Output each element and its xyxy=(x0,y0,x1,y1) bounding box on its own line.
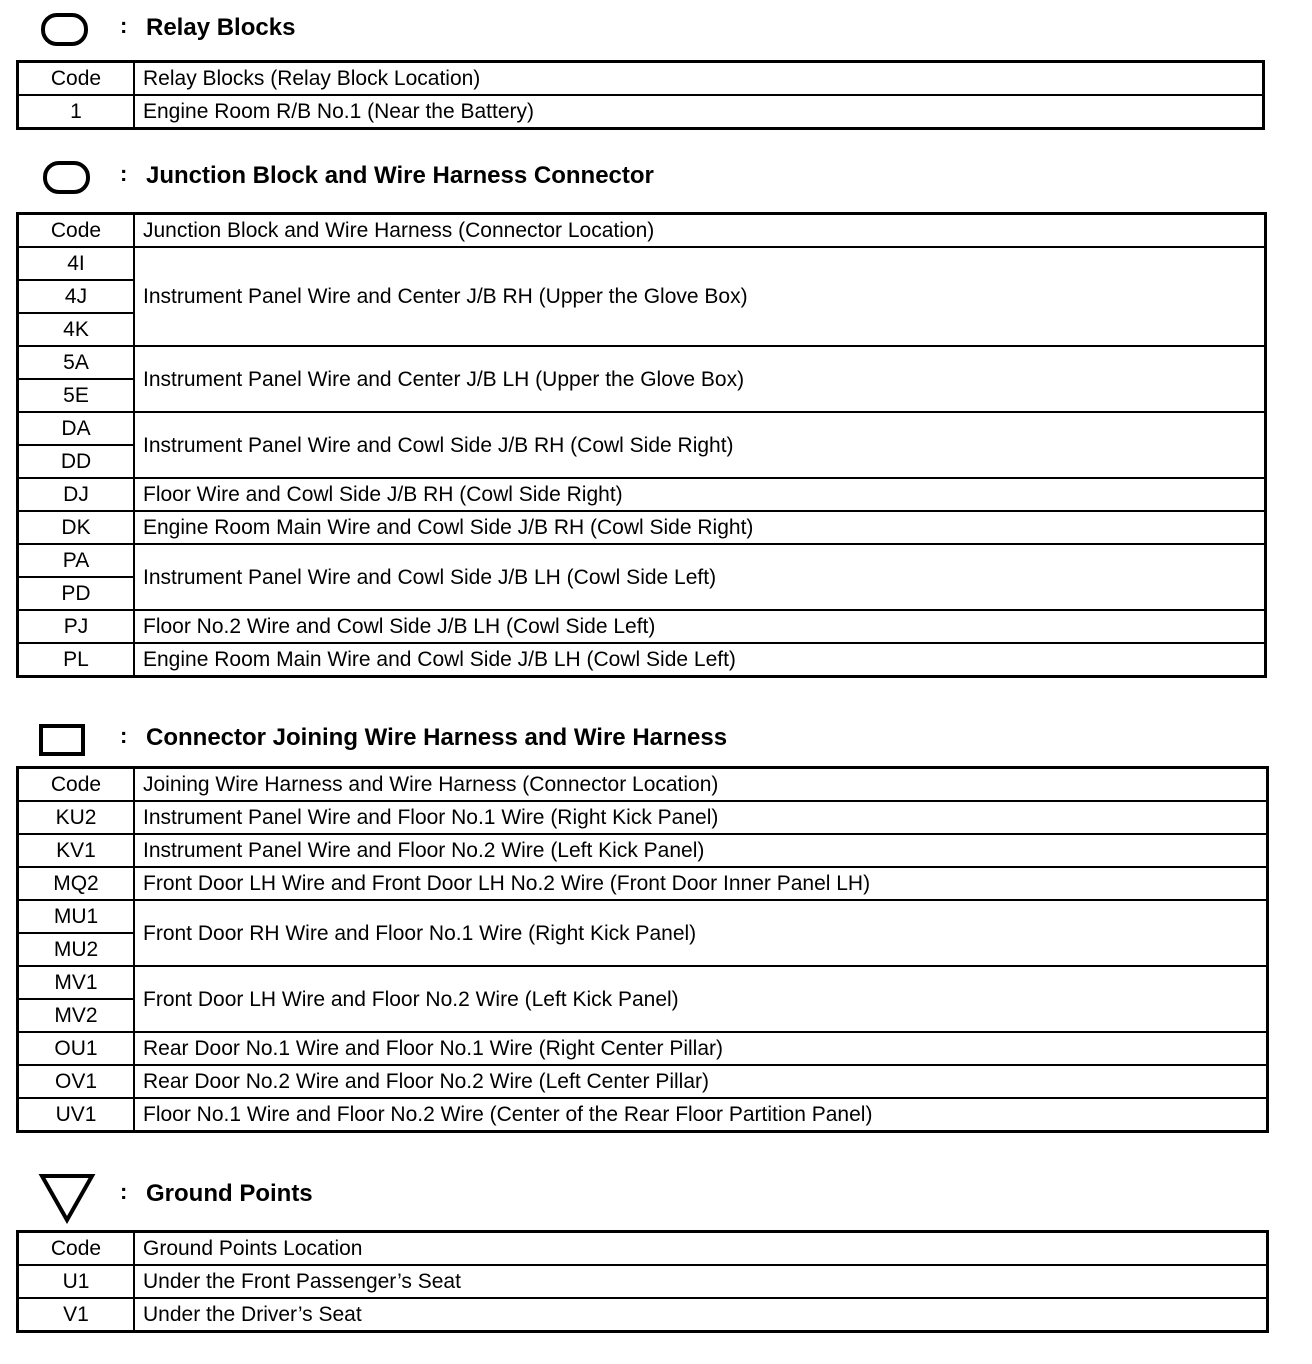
code-column-header: Code xyxy=(18,214,135,248)
connector-heading xyxy=(0,710,1312,760)
location-cell: Floor No.2 Wire and Cowl Side J/B LH (Cowl Side Left) xyxy=(134,610,1266,643)
code-column-header: Code xyxy=(18,768,135,802)
code-column-header: Code xyxy=(18,62,135,96)
table-row xyxy=(18,966,1268,999)
table-row xyxy=(18,1032,1268,1065)
junction-block-table xyxy=(16,212,1267,678)
code-cell: MV1 xyxy=(18,966,135,999)
section-title: Junction Block and Wire Harness Connector xyxy=(146,162,654,189)
table-row xyxy=(18,1065,1268,1098)
table-row xyxy=(18,247,1266,280)
location-cell: Instrument Panel Wire and Floor No.1 Wire (Right Kick Panel) xyxy=(134,801,1268,834)
location-cell: Instrument Panel Wire and Floor No.2 Wire (Left Kick Panel) xyxy=(134,834,1268,867)
rounded-rectangle-icon xyxy=(42,160,92,196)
location-cell: Floor No.1 Wire and Floor No.2 Wire (Center of the Rear Floor Partition Panel) xyxy=(134,1098,1268,1132)
code-cell: 4K xyxy=(18,313,135,346)
table-row xyxy=(18,511,1266,544)
code-cell: PJ xyxy=(18,610,135,643)
code-cell: DD xyxy=(18,445,135,478)
code-cell: 1 xyxy=(18,95,135,129)
table-row xyxy=(18,1298,1268,1332)
triangle-down-icon xyxy=(38,1172,98,1224)
table-row xyxy=(18,610,1266,643)
code-cell: OU1 xyxy=(18,1032,135,1065)
code-cell: UV1 xyxy=(18,1098,135,1132)
code-cell: OV1 xyxy=(18,1065,135,1098)
relay-blocks-heading xyxy=(0,0,1312,50)
square-icon xyxy=(38,722,88,760)
table-header-row xyxy=(18,768,1268,802)
table-row xyxy=(18,801,1268,834)
table-row xyxy=(18,346,1266,379)
ground-points-table xyxy=(16,1230,1269,1333)
heading-colon: : xyxy=(120,13,128,38)
location-column-header: Joining Wire Harness and Wire Harness (Connector Location) xyxy=(134,768,1268,802)
code-cell: PD xyxy=(18,577,135,610)
location-cell: Rear Door No.1 Wire and Floor No.1 Wire (Right Center Pillar) xyxy=(134,1032,1268,1065)
relay-blocks-table xyxy=(16,60,1265,130)
section-title: Ground Points xyxy=(146,1180,313,1207)
code-cell: 4I xyxy=(18,247,135,280)
ground-points-heading xyxy=(0,1166,1312,1216)
location-cell: Instrument Panel Wire and Cowl Side J/B LH (Cowl Side Left) xyxy=(134,544,1266,610)
code-cell: MU2 xyxy=(18,933,135,966)
location-cell: Engine Room Main Wire and Cowl Side J/B RH (Cowl Side Right) xyxy=(134,511,1266,544)
table-row xyxy=(18,95,1264,129)
location-cell: Front Door RH Wire and Floor No.1 Wire (Right Kick Panel) xyxy=(134,900,1268,966)
location-column-header: Ground Points Location xyxy=(134,1232,1268,1266)
location-cell: Engine Room R/B No.1 (Near the Battery) xyxy=(134,95,1264,129)
code-cell: V1 xyxy=(18,1298,135,1332)
table-header-row xyxy=(18,1232,1268,1266)
code-cell: DJ xyxy=(18,478,135,511)
location-cell: Instrument Panel Wire and Cowl Side J/B RH (Cowl Side Right) xyxy=(134,412,1266,478)
code-cell: U1 xyxy=(18,1265,135,1298)
rounded-rectangle-icon xyxy=(40,12,90,48)
location-cell: Under the Front Passenger’s Seat xyxy=(134,1265,1268,1298)
table-row xyxy=(18,544,1266,577)
table-row xyxy=(18,900,1268,933)
code-column-header: Code xyxy=(18,1232,135,1266)
code-cell: 5A xyxy=(18,346,135,379)
table-row xyxy=(18,1265,1268,1298)
code-cell: PA xyxy=(18,544,135,577)
code-cell: 5E xyxy=(18,379,135,412)
junction-block-heading xyxy=(0,148,1312,198)
location-cell: Front Door LH Wire and Floor No.2 Wire (Left Kick Panel) xyxy=(134,966,1268,1032)
location-cell: Front Door LH Wire and Front Door LH No.2 Wire (Front Door Inner Panel LH) xyxy=(134,867,1268,900)
location-cell: Engine Room Main Wire and Cowl Side J/B LH (Cowl Side Left) xyxy=(134,643,1266,677)
location-column-header: Junction Block and Wire Harness (Connector Location) xyxy=(134,214,1266,248)
code-cell: DA xyxy=(18,412,135,445)
code-cell: 4J xyxy=(18,280,135,313)
table-row xyxy=(18,643,1266,677)
code-cell: PL xyxy=(18,643,135,677)
table-row xyxy=(18,867,1268,900)
table-row xyxy=(18,1098,1268,1132)
code-cell: MV2 xyxy=(18,999,135,1032)
location-cell: Instrument Panel Wire and Center J/B LH (Upper the Glove Box) xyxy=(134,346,1266,412)
code-cell: KV1 xyxy=(18,834,135,867)
location-cell: Instrument Panel Wire and Center J/B RH (Upper the Glove Box) xyxy=(134,247,1266,346)
code-cell: MQ2 xyxy=(18,867,135,900)
location-cell: Floor Wire and Cowl Side J/B RH (Cowl Side Right) xyxy=(134,478,1266,511)
heading-colon: : xyxy=(120,1179,128,1204)
heading-colon: : xyxy=(120,723,128,748)
code-cell: DK xyxy=(18,511,135,544)
code-cell: MU1 xyxy=(18,900,135,933)
table-header-row xyxy=(18,62,1264,96)
location-cell: Rear Door No.2 Wire and Floor No.2 Wire (Left Center Pillar) xyxy=(134,1065,1268,1098)
connector-table xyxy=(16,766,1269,1133)
heading-colon: : xyxy=(120,161,128,186)
section-title: Relay Blocks xyxy=(146,14,296,41)
table-row xyxy=(18,412,1266,445)
code-cell: KU2 xyxy=(18,801,135,834)
table-row xyxy=(18,834,1268,867)
table-row xyxy=(18,478,1266,511)
location-column-header: Relay Blocks (Relay Block Location) xyxy=(134,62,1264,96)
location-cell: Under the Driver’s Seat xyxy=(134,1298,1268,1332)
table-header-row xyxy=(18,214,1266,248)
section-title: Connector Joining Wire Harness and Wire Harness xyxy=(146,724,728,751)
